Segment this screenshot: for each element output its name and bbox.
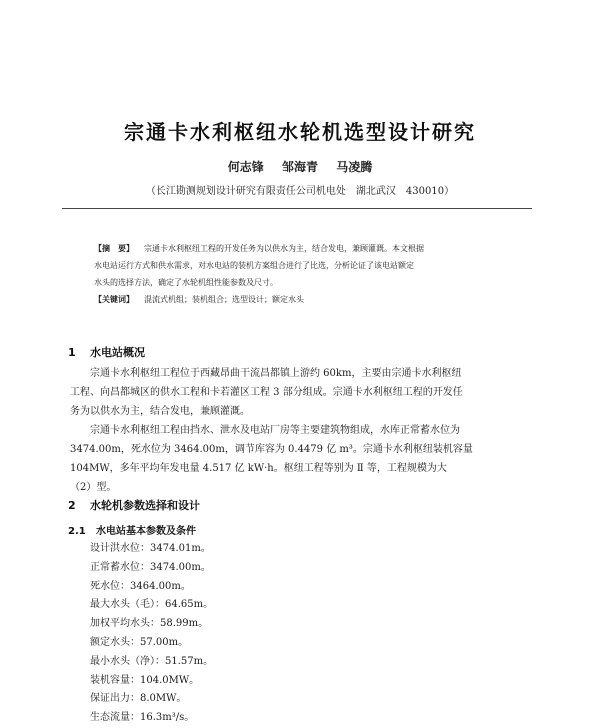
parameter-item: 额定水头：57.00m。 bbox=[90, 636, 189, 648]
parameter-item: 装机容量：104.0MW。 bbox=[90, 674, 200, 686]
abstract-line: 水头的选择方法，确定了水轮机组性能参数及尺寸。 bbox=[94, 278, 278, 287]
section-heading-2 bbox=[68, 497, 200, 513]
parameter-item: 保证出力：8.0MW。 bbox=[90, 693, 187, 705]
parameter-item: 正常蓄水位：3474.00m。 bbox=[90, 561, 211, 573]
subsection-number: 2.1 bbox=[68, 526, 86, 537]
section1-paragraph-1 bbox=[70, 364, 532, 421]
abstract-text: 宗通卡水利枢纽工程的开发任务为以供水为主，结合发电，兼顾灌溉。本文根据 bbox=[144, 244, 424, 253]
section-title: 水电站概况 bbox=[90, 346, 145, 359]
parameter-item: 最大水头（毛）：64.65m。 bbox=[90, 599, 214, 611]
keywords-line bbox=[94, 291, 530, 308]
abstract bbox=[94, 240, 530, 308]
section-number: 1 bbox=[68, 346, 76, 359]
header-divider bbox=[62, 208, 532, 209]
paragraph-line: 务为以供水为主，结合发电，兼顾灌溉。 bbox=[70, 406, 250, 417]
paper-title: 宗通卡水利枢纽水轮机选型设计研究 bbox=[124, 120, 476, 144]
parameter-item: 加权平均水头：58.99m。 bbox=[90, 618, 209, 630]
keywords-label: 【关键词】 bbox=[94, 294, 134, 304]
author-name: 何志锋 bbox=[227, 160, 264, 174]
parameter-item: 生态流量：16.3m³/s。 bbox=[90, 712, 195, 724]
paragraph-line: 宗通卡水利枢纽工程由挡水、泄水及电站厂房等主要建筑物组成，水库正常蓄水位为 bbox=[90, 425, 460, 436]
section-number: 2 bbox=[68, 499, 76, 512]
abstract-label: 【摘 要】 bbox=[94, 243, 134, 253]
paragraph-line: （2）型。 bbox=[70, 482, 117, 493]
keywords-text: 混流式机组；装机组合；选型设计；额定水头 bbox=[144, 295, 304, 304]
parameter-item: 死水位：3464.00m。 bbox=[90, 580, 191, 592]
author-name: 邹海青 bbox=[281, 160, 318, 174]
parameter-item: 最小水头（净）：51.57m。 bbox=[90, 655, 214, 667]
parameter-item: 设计洪水位：3474.01m。 bbox=[90, 543, 211, 554]
section-heading-1 bbox=[68, 344, 145, 360]
paragraph-line: 工程、向昌都城区的供水工程和卡若灌区工程 3 部分组成。宗通卡水利枢纽工程的开发任 bbox=[70, 387, 463, 398]
author-list bbox=[0, 158, 600, 175]
paragraph-line: 宗通卡水利枢纽工程位于西藏昂曲干流昌都镇上游约 60km，主要由宗通卡水利枢纽 bbox=[90, 368, 462, 379]
paragraph-line: 3474.00m，死水位为 3464.00m，调节库容为 0.4479 亿 m³。宗通卡水利枢纽装机容量 bbox=[70, 444, 473, 455]
author-affiliation: （长江勘测规划设计研究有限责任公司机电处 湖北武汉 430010） bbox=[145, 186, 455, 197]
subsection-title: 水电站基本参数及条件 bbox=[96, 526, 196, 537]
author-name: 马凌腾 bbox=[336, 160, 373, 174]
section-title: 水轮机参数选择和设计 bbox=[90, 499, 200, 512]
abstract-line bbox=[94, 240, 530, 257]
section1-paragraph-2 bbox=[70, 421, 532, 497]
paragraph-line: 104MW，多年平均年发电量 4.517 亿 kW·h。枢纽工程等别为 Ⅱ 等，工程规模为大 bbox=[70, 463, 447, 474]
abstract-line: 水电站运行方式和供水需求，对水电站的装机方案组合进行了比选，分析论证了该电站额定 bbox=[94, 261, 414, 270]
station-parameter-list bbox=[90, 540, 213, 728]
subsection-heading-2-1 bbox=[68, 522, 196, 537]
